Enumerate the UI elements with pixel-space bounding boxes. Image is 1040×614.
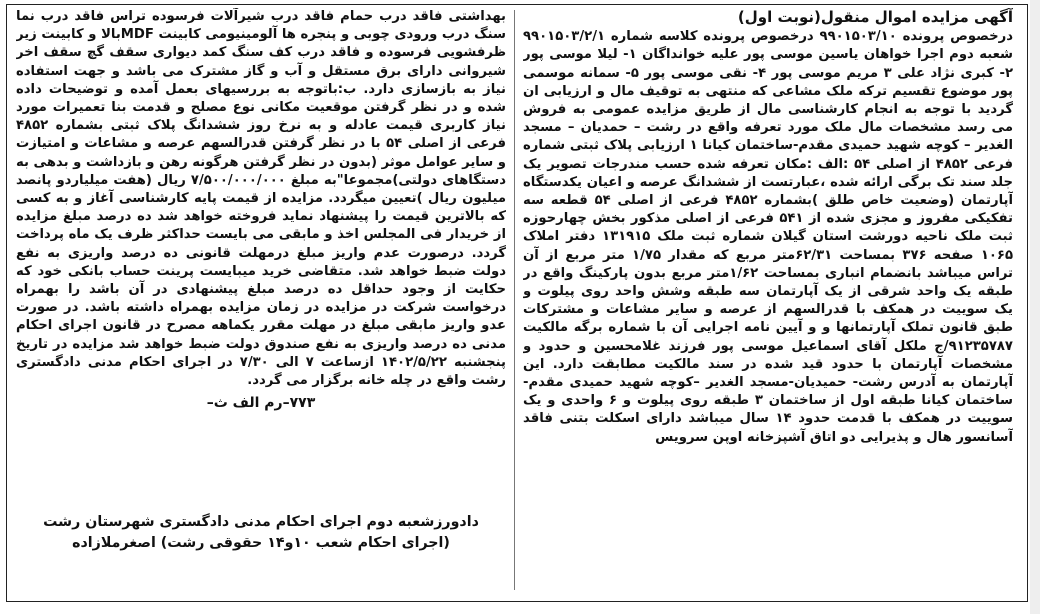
scan-edge: [1030, 0, 1040, 614]
notice-body-right: درخصوص پرونده ۹۹۰۱۵۰۳/۱۰ درخصوص پرونده کلاسه شماره ۹۹۰۱۵۰۳/۲/۱ شعبه دوم اجرا خواهان یاسین موسی پور علیه خوانداگان ۱- لیلا موسی پور ۲- کبری نژاد علی ۳ مریم موسی پور ۴- نقی موسی پور ۵- سمانه موسمی پور موضوع تقسیم ترکه ملک مشاعی که منتهی به توقیف مال و ارزیابی ان گردید با توجه به انجام کارشناسی مال از طریق مزایده عمومی به فروش می رسد مشخصات مال ملک مورد تعرفه واقع در رشت – حمدیان – مسجد الغدیر – کوچه شهید حمیدی مقدم-ساختمان کیانا ۱ ارزیابی پلاک ثبتی شماره فرعی ۴۸۵۲ از اصلی ۵۴ :الف :مکان تعرفه شده حسب مندرجات تصویر یک جلد سند تک برگی ارائه شده ،عبارتست از ششدانگ عرصه و اعیان یکدستگاه آپارتمان (وضعیت خاص طلق )بشماره ۴۸۵۲ فرعی از اصلی ۵۴ قطعه سه تفکیکی مفروز و مجزی شده از ۵۴۱ فرعی از اصلی مذکور بخش چهارحوزه ثبت ملک ناحیه دورشت استان گیلان شماره ثبت ملک ۱۳۱۹۱۵ دفتر املاک ۱۰۶۵ صفحه ۳۷۶ بمساحت ۶۲/۳۱متر مربع که مقدار ۱/۷۵ متر مربع از آن تراس میباشد بانضمام انباری بمساحت ۱/۶۲متر مربع بدون پارکینگ واقع در طبقه یک واحد شرقی از یک آپارتمان سه طبقه وشش واحد روی پیلوت و یک سوییت در همکف با قدرالسهم از عرصه و سایر مشاعات و مشترکات طبق قانون تملک آپارتمانها و و آیین نامه اجرایی آن با شماره برگه مالکیت ۹۱۲۳۵۷۸۷/ج ملکل آقای اسماعیل موسی پور فرزند غلامحسین و حدود و مشخصات آپارتمان با حدود قید شده در سند مالکیت مطابقت دارد. این آپارتمان به آدرس رشت- حمیدیان-مسجد الغدیر –کوچه شهید حمیدی مقدم- ساختمان کیانا طبقه اول از ساختمان ۳ طبقه روی پیلوت و ۶ واحدی و یک سوییت در همکف با قدمت حدود ۱۴ سال میباشد دارای اسکلت بتنی فاقد آسانسور هال و پذیرایی دو اتاق آشپزخانه اوپن سرویس: [523, 29, 1013, 445]
case-number: ۷۷۳–رم الف ث–: [206, 395, 316, 412]
notice-title: آگهی مزایده اموال منقول(نوبت اول): [737, 8, 1013, 26]
notice-right-column: [523, 8, 1013, 588]
column-divider: [514, 10, 515, 590]
signature-block: [16, 512, 506, 554]
notice-body-left: بهداشتی فاقد درب حمام فاقد درب شیرآلات فرسوده تراس فاقد درب نما سنگ درب ورودی چوبی و پنجره ها آلومینیومی کابینت MDFبالا و کابینت زیر ظرفشویی فرسوده و فاقد درب کف سنگ کمد دیواری سقف گچ سقف اخر شیروانی دارای برق مستقل و آب و گاز مشترک می باشد و جهت استفاده نیاز به بازسازی دارد. ب:باتوجه به بررسیهای بعمل آمده و توضیحات داده شده و در نظر گرفتن موقعیت مکانی نوع مصلح و قدمت بنا تعمیرات مورد نیاز کاربری قیمت عادله و به نرخ روز ششدانگ پلاک ثبتی بشماره ۴۸۵۲ فرعی از اصلی ۵۴ با در نظر گرفتن قدرالسهم عرصه و مشاعات و امتیازت و سایر عوامل موثر (بدون در نظر گرفتن هرگونه رهن و بازداشت و بدهی به دستگاهای دولتی)مجموعا"به مبلغ ۷/۵۰۰/۰۰۰/۰۰۰ ریال (هفت میلیاردو پانصد میلیون ریال )تعیین میگردد. مزایده از قیمت پایه کارشناسی آغاز و به کسی که بالاترین قیمت را پیشنهاد نماید فروخته خواهد شد ده درصد مبلغ مزایده از خریدار فی المجلس اخذ و مابقی می بایست حداکثر ظرف یک ماه پرداخت گردد. درصورت عدم واریز مبلغ درمهلت قانونی ده درصد واریزی به نفع دولت ضبط خواهد شد. متقاضی خرید میبایست پرینت حساب بانکی خود که حکایت از وجود حداقل ده درصد مبلغ پیشنهادی در آن باشد را بهمراه درخواست شرکت در مزایده در زمان مزایده بهمراه داشته باشد. در صورت عدو واریز مابقی مبلغ در مهلت مقرر یکماهه مصرح در قانون اجرای احکام مدنی ده درصد واریزی به نفع صندوق دولت ضبط خواهد شد مزایده در تاریخ پنجشنبه ۱۴۰۲/۵/۲۲ ازساعت ۷ الی ۷/۳۰ در اجرای احکام مدنی دادگستری رشت واقع در چله خانه برگزار می گردد.: [16, 9, 506, 389]
notice-left-column: [16, 8, 506, 478]
signature-line-1: دادورزشعبه دوم اجرای احکام مدنی دادگستری شهرستان رشت: [43, 514, 479, 530]
signature-line-2: (اجرای احکام شعب ۱۰و۱۴ حقوقی رشت) اصغرملازاده: [72, 535, 450, 551]
